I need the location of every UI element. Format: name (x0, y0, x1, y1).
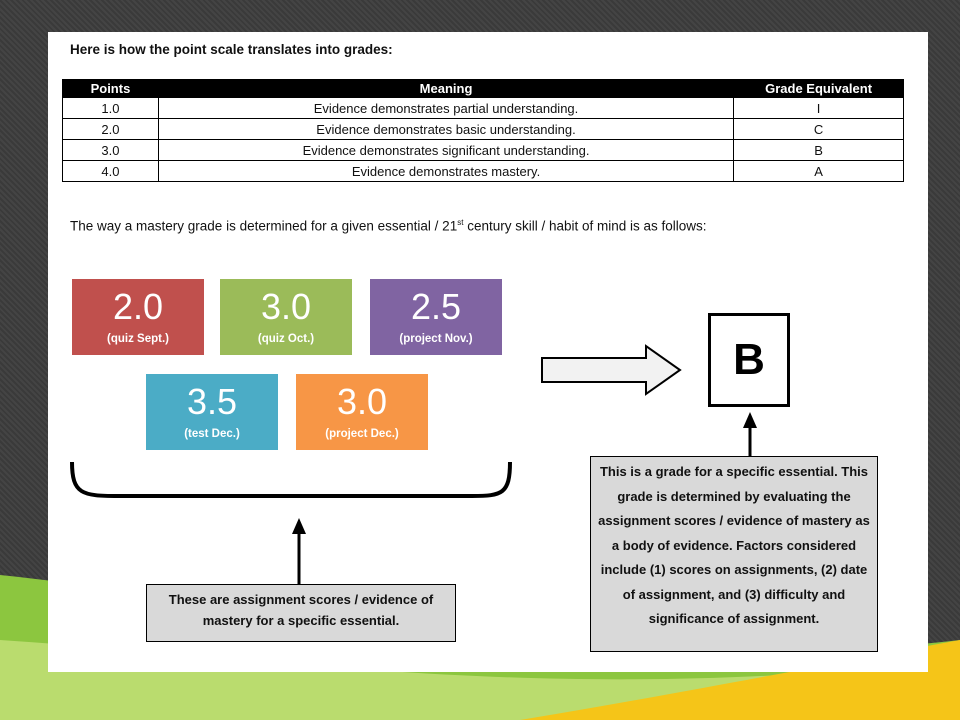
score-label: (test Dec.) (184, 428, 240, 440)
score-value: 3.5 (186, 381, 238, 422)
cell-grade: I (734, 98, 904, 119)
grade-explanation-callout: This is a grade for a specific essential. This grade is determined by evaluating the assignment scores / evidence of mastery as a body of evidence. Factors considered include (1) scores on assignments, (2) date of assignment, and (3) difficulty and significance of assignment. (590, 456, 878, 652)
cell-meaning: Evidence demonstrates significant understanding. (158, 140, 733, 161)
cell-points: 3.0 (63, 140, 159, 161)
page-heading: Here is how the point scale translates into grades: (70, 42, 393, 57)
right-arrow (542, 346, 680, 394)
header-meaning: Meaning (158, 79, 733, 98)
score-label: (quiz Oct.) (257, 333, 315, 345)
intro-text-end: century skill / habit of mind is as follows: (463, 218, 707, 234)
score-value: 2.5 (410, 286, 462, 327)
cell-grade: C (734, 119, 904, 140)
final-grade: B (733, 335, 765, 384)
assignment-scores-callout: These are assignment scores / evidence of mastery for a specific essential. (146, 584, 456, 642)
grouping-brace (72, 462, 510, 496)
final-grade-box (708, 313, 790, 407)
score-label: (project Nov.) (399, 333, 473, 345)
score-label: (quiz Sept.) (107, 333, 169, 345)
up-arrow-right-head (743, 412, 757, 428)
cell-points: 4.0 (63, 161, 159, 182)
cell-meaning: Evidence demonstrates basic understanding. (158, 119, 733, 140)
intro-superscript: st (457, 218, 464, 227)
score-value: 2.0 (112, 286, 164, 327)
cell-meaning: Evidence demonstrates mastery. (158, 161, 733, 182)
cell-grade: B (734, 140, 904, 161)
up-arrow-left-head (292, 518, 306, 534)
score-value: 3.0 (260, 286, 312, 327)
header-points: Points (63, 79, 159, 98)
score-label: (project Dec.) (325, 428, 399, 440)
header-grade-equivalent: Grade Equivalent (734, 79, 904, 98)
score-value: 3.0 (336, 381, 388, 422)
intro-text-start: The way a mastery grade is determined for a given essential / 21 (70, 218, 458, 234)
cell-grade: A (734, 161, 904, 182)
cell-points: 2.0 (63, 119, 159, 140)
cell-points: 1.0 (63, 98, 159, 119)
cell-meaning: Evidence demonstrates partial understanding. (158, 98, 733, 119)
slide-content (48, 32, 928, 672)
